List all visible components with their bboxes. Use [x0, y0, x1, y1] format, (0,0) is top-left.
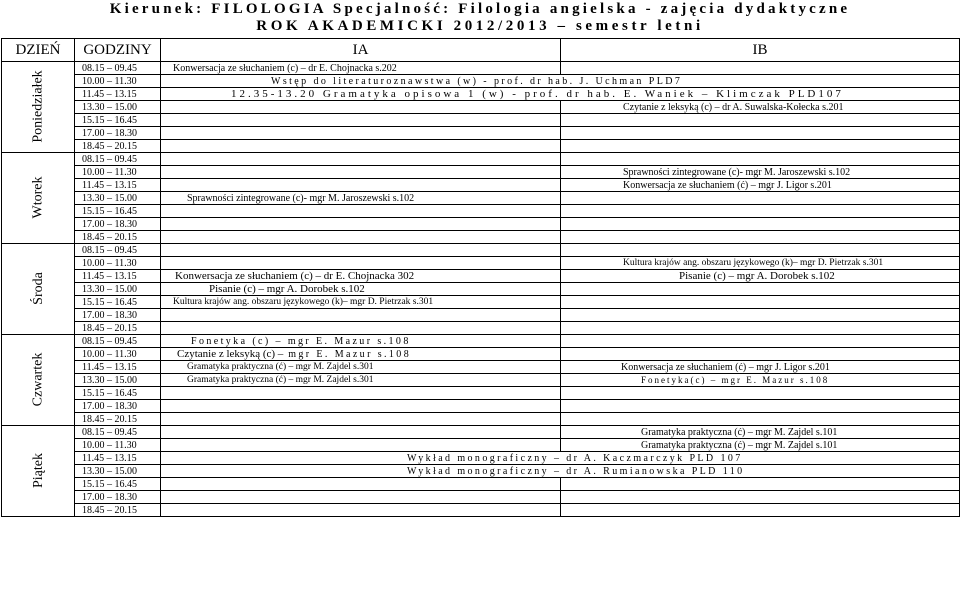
table-row [2, 101, 960, 114]
table-row [2, 114, 960, 127]
table-row [2, 452, 960, 465]
table-row [2, 426, 960, 439]
class-cell: Konwersacja ze słuchaniem (c) – dr E. Chojnacka 302 [161, 270, 561, 283]
hour-cell: 08.15 – 09.45 [75, 244, 161, 257]
hour-cell: 17.00 – 18.30 [75, 218, 161, 231]
table-row [2, 283, 960, 296]
table-row [2, 322, 960, 335]
table-row [2, 335, 960, 348]
table-row [2, 62, 960, 75]
hour-cell: 11.45 – 13.15 [75, 270, 161, 283]
hour-cell: 13.30 – 15.00 [75, 465, 161, 478]
hour-cell: 15.15 – 16.45 [75, 296, 161, 309]
table-row [2, 257, 960, 270]
table-row [2, 218, 960, 231]
hour-cell: 17.00 – 18.30 [75, 491, 161, 504]
class-cell: Gramatyka praktyczna (ć) – mgr M. Zajdel s.101 [561, 426, 960, 439]
schedule-table [1, 38, 960, 517]
hour-cell: 13.30 – 15.00 [75, 192, 161, 205]
hour-cell: 15.15 – 16.45 [75, 114, 161, 127]
day-monday: Poniedziałek [2, 62, 75, 153]
hour-cell: 11.45 – 13.15 [75, 88, 161, 101]
class-cell: Konwersacja ze słuchaniem (ć) – mgr J. Ligor s.201 [561, 179, 960, 192]
class-cell: Konwersacja ze słuchaniem (c) – dr E. Chojnacka s.202 [161, 62, 561, 75]
hour-cell: 10.00 – 11.30 [75, 439, 161, 452]
table-row [2, 491, 960, 504]
class-cell: Sprawności zintegrowane (c)- mgr M. Jaroszewski s.102 [161, 192, 561, 205]
class-cell: Kultura krajów ang. obszaru językowego (k)– mgr D. Pietrzak s.301 [561, 257, 960, 270]
class-cell: Wstęp do literaturoznawstwa (w) - prof. dr hab. J. Uchman PLD7 [161, 75, 960, 88]
table-row [2, 75, 960, 88]
class-cell: Kultura krajów ang. obszaru językowego (k)– mgr D. Pietrzak s.301 [161, 296, 561, 309]
hour-cell: 11.45 – 13.15 [75, 179, 161, 192]
class-cell: Sprawności zintegrowane (c)- mgr M. Jaroszewski s.102 [561, 166, 960, 179]
class-cell [561, 62, 960, 75]
table-row [2, 309, 960, 322]
table-row [2, 296, 960, 309]
table-row [2, 192, 960, 205]
day-tuesday: Wtorek [2, 153, 75, 244]
hour-cell: 15.15 – 16.45 [75, 387, 161, 400]
table-row [2, 374, 960, 387]
class-cell: Pisanie (c) – mgr A. Dorobek s.102 [561, 270, 960, 283]
hour-cell: 11.45 – 13.15 [75, 361, 161, 374]
table-row [2, 270, 960, 283]
day-thursday: Czwartek [2, 335, 75, 426]
table-row [2, 348, 960, 361]
hour-cell: 17.00 – 18.30 [75, 309, 161, 322]
table-row [2, 387, 960, 400]
table-row [2, 361, 960, 374]
hour-cell: 10.00 – 11.30 [75, 166, 161, 179]
hour-cell: 18.45 – 20.15 [75, 413, 161, 426]
table-row [2, 439, 960, 452]
class-cell: Fonetyka(c) – mgr E. Mazur s.108 [561, 374, 960, 387]
table-row [2, 413, 960, 426]
table-row [2, 140, 960, 153]
hour-cell: 13.30 – 15.00 [75, 374, 161, 387]
table-row [2, 179, 960, 192]
hour-cell: 08.15 – 09.45 [75, 62, 161, 75]
table-row [2, 400, 960, 413]
col-ia: IA [161, 39, 561, 62]
col-ib: IB [561, 39, 960, 62]
table-row [2, 244, 960, 257]
hour-cell: 18.45 – 20.15 [75, 231, 161, 244]
class-cell: Wykład monograficzny – dr A. Kaczmarczyk PLD 107 [161, 452, 960, 465]
hour-cell: 18.45 – 20.15 [75, 140, 161, 153]
hour-cell: 10.00 – 11.30 [75, 75, 161, 88]
hour-cell: 15.15 – 16.45 [75, 205, 161, 218]
hour-cell: 08.15 – 09.45 [75, 335, 161, 348]
hour-cell: 10.00 – 11.30 [75, 257, 161, 270]
table-row [2, 127, 960, 140]
page-title-line2: ROK AKADEMICKI 2012/2013 – semestr letni [256, 18, 704, 34]
table-row [2, 88, 960, 101]
col-hours: GODZINY [75, 39, 161, 62]
class-cell: Konwersacja ze słuchaniem (ć) – mgr J. Ligor s.201 [561, 361, 960, 374]
class-cell: Czytanie z leksyką (c) – mgr E. Mazur s.108 [161, 348, 561, 361]
hour-cell: 18.45 – 20.15 [75, 504, 161, 517]
header-row [2, 39, 960, 62]
table-row [2, 205, 960, 218]
class-cell: Fonetyka (c) – mgr E. Mazur s.108 [161, 335, 561, 348]
table-row [2, 231, 960, 244]
hour-cell: 18.45 – 20.15 [75, 322, 161, 335]
table-row [2, 153, 960, 166]
class-cell: Gramatyka praktyczna (ć) – mgr M. Zajdel s.301 [161, 374, 561, 387]
hour-cell: 08.15 – 09.45 [75, 153, 161, 166]
col-day: DZIEŃ [2, 39, 75, 62]
hour-cell: 08.15 – 09.45 [75, 426, 161, 439]
hour-cell: 17.00 – 18.30 [75, 127, 161, 140]
table-row [2, 166, 960, 179]
table-row [2, 465, 960, 478]
hour-cell: 11.45 – 13.15 [75, 452, 161, 465]
hour-cell: 13.30 – 15.00 [75, 101, 161, 114]
class-cell: Gramatyka praktyczna (ć) – mgr M. Zajdel s.301 [161, 361, 561, 374]
hour-cell: 15.15 – 16.45 [75, 478, 161, 491]
hour-cell: 10.00 – 11.30 [75, 348, 161, 361]
hour-cell: 17.00 – 18.30 [75, 400, 161, 413]
class-cell: 12.35-13.20 Gramatyka opisowa 1 (w) - prof. dr hab. E. Waniek – Klimczak PLD107 [161, 88, 960, 101]
class-cell: Pisanie (c) – mgr A. Dorobek s.102 [161, 283, 561, 296]
class-cell: Wykład monograficzny – dr A. Rumianowska PLD 110 [161, 465, 960, 478]
table-row [2, 504, 960, 517]
hour-cell: 13.30 – 15.00 [75, 283, 161, 296]
page-title-line1: Kierunek: FILOLOGIA Specjalność: Filologia angielska - zajęcia dydaktyczne [109, 1, 851, 17]
day-friday: Piątek [2, 426, 75, 517]
class-cell [161, 101, 561, 114]
table-row [2, 478, 960, 491]
class-cell: Gramatyka praktyczna (ć) – mgr M. Zajdel s.101 [561, 439, 960, 452]
class-cell: Czytanie z leksyką (c) – dr A. Suwalska-Kołecka s.201 [561, 101, 960, 114]
day-wednesday: Środa [2, 244, 75, 335]
